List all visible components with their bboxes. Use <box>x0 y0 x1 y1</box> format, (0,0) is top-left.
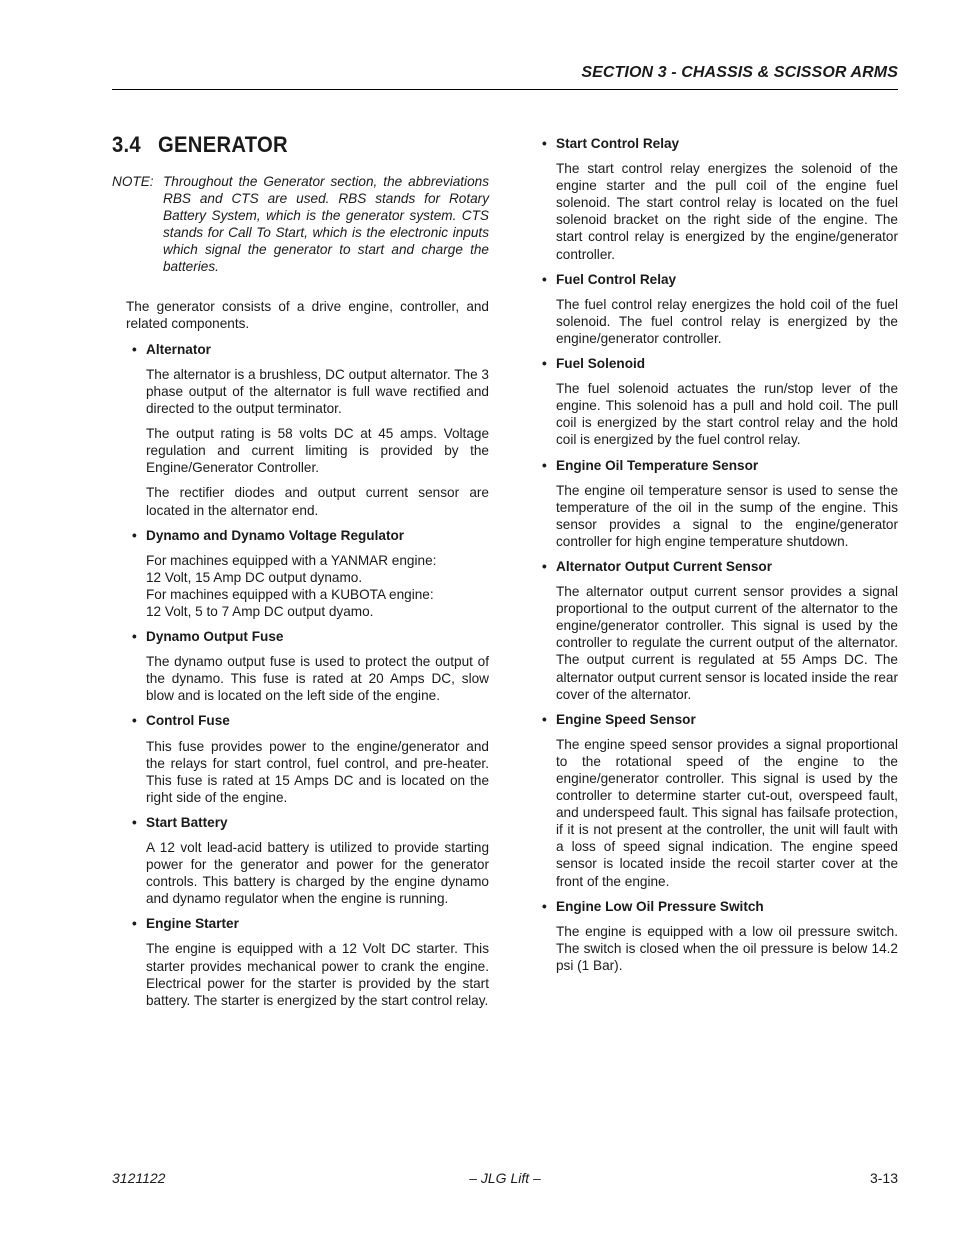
component-heading: • Engine Low Oil Pressure Switch <box>544 898 898 915</box>
component-item <box>544 711 898 890</box>
component-heading: • Control Fuse <box>134 712 489 729</box>
spec-line: For machines equipped with a YANMAR engine: <box>146 552 437 568</box>
component-heading: • Engine Starter <box>134 915 489 932</box>
right-item-list <box>544 135 898 974</box>
component-description: The fuel control relay energizes the hold coil of the fuel solenoid. The fuel control relay is energized by the engine/generator controller. <box>556 296 898 346</box>
component-description: The engine speed sensor provides a signal proportional to the rotational speed of the engine to the engine/generator controller. This signal is used by the controller to determine starter cut-out, overspeed fault, and underspeed fault. This signal has failsafe protection, if it is not present at the controller, the unit will fault with a loss of speed signal indication. The engine speed sensor is located inside the recoil starter cover at the front of the engine. <box>556 736 898 889</box>
section-title <box>112 132 459 158</box>
component-heading: • Dynamo Output Fuse <box>134 628 489 645</box>
header-rule <box>112 89 898 90</box>
component-heading: • Fuel Control Relay <box>544 271 898 288</box>
component-description: This fuse provides power to the engine/generator and the relays for start control, fuel control, and pre-heater. This fuse is rated at 15 Amps DC and is located on the right side of the engine. <box>146 738 489 805</box>
document-number: 3121122 <box>112 1170 166 1186</box>
component-heading: • Alternator <box>134 341 489 358</box>
component-description: The engine is equipped with a 12 Volt DC starter. This starter provides mechanical power to crank the engine. Electrical power for the starter is provided by the start battery. The starter is energized by the start control relay. <box>146 941 489 1008</box>
component-spec-lines <box>146 552 489 620</box>
section-number: 3.4 <box>112 132 141 157</box>
note-block <box>112 173 489 276</box>
left-column <box>112 132 489 1017</box>
component-item <box>134 527 489 620</box>
component-item <box>544 457 898 550</box>
component-description: The alternator is a brushless, DC output alternator. The 3 phase output of the alternator is full wave rectified and directed to the output terminator. <box>146 366 489 417</box>
component-item <box>544 355 898 448</box>
component-description: The alternator output current sensor provides a signal proportional to the output current of the alternator to the engine/generator controller. This signal is used by the controller to regulate the current output of the alternator. The output current is regulated at 55 Amps DC. The alternator output current sensor is located inside the rear cover of the alternator. <box>556 584 898 702</box>
component-item <box>544 271 898 347</box>
spec-line: 12 Volt, 15 Amp DC output dynamo. <box>146 569 363 585</box>
component-item <box>544 898 898 974</box>
component-heading: • Dynamo and Dynamo Voltage Regulator <box>134 527 489 544</box>
intro-paragraph: The generator consists of a drive engine, controller, and related components. <box>126 298 489 331</box>
component-description: The output rating is 58 volts DC at 45 amps. Voltage regulation and current limiting is provided by the Engine/Generator Controller. <box>146 426 489 476</box>
component-item <box>134 628 489 704</box>
component-description: The engine is equipped with a low oil pressure switch. The switch is closed when the oil pressure is below 14.2 psi (1 Bar). <box>556 923 898 973</box>
component-heading: • Alternator Output Current Sensor <box>544 558 898 575</box>
page-number: 3-13 <box>869 1170 898 1186</box>
note-label: NOTE: <box>112 174 154 189</box>
component-description: The rectifier diodes and output current sensor are located in the alternator end. <box>146 485 489 518</box>
component-heading: • Start Battery <box>134 814 489 831</box>
section-title-text: GENERATOR <box>158 132 288 157</box>
component-item <box>134 341 489 519</box>
spec-line: For machines equipped with a KUBOTA engine: <box>146 586 434 602</box>
component-heading: • Fuel Solenoid <box>544 355 898 372</box>
left-item-list <box>112 341 489 1009</box>
component-item <box>134 712 489 805</box>
footer-publisher: – JLG Lift – <box>469 1170 541 1186</box>
component-item <box>544 135 898 263</box>
right-column <box>544 135 898 982</box>
component-description: The dynamo output fuse is used to protect the output of the dynamo. This fuse is rated at 20 Amps DC, slow blow and is located on the left side of the engine. <box>146 654 489 704</box>
component-heading: • Engine Oil Temperature Sensor <box>544 457 898 474</box>
component-description: The fuel solenoid actuates the run/stop lever of the engine. This solenoid has a pull and hold coil. The pull coil is energized by the start control relay and the hold coil is energized by the fuel control relay. <box>556 381 898 448</box>
component-item <box>544 558 898 703</box>
component-heading: • Engine Speed Sensor <box>544 711 898 728</box>
component-description: A 12 volt lead-acid battery is utilized to provide starting power for the generator and power for the generator controls. This battery is charged by the engine dynamo and dynamo regulator when the engine is running. <box>146 840 489 907</box>
component-item <box>134 814 489 907</box>
section-header: SECTION 3 - CHASSIS & SCISSOR ARMS <box>581 64 898 81</box>
spec-line: 12 Volt, 5 to 7 Amp DC output dyamo. <box>146 603 374 619</box>
component-heading: • Start Control Relay <box>544 135 898 152</box>
component-item <box>134 915 489 1008</box>
note-text: Throughout the Generator section, the abbreviations RBS and CTS are used. RBS stands for Rotary Battery System, which is the generator system. CTS stands for Call To Start, which is the electronic inputs which signal the generator to start and charge the batteries. <box>163 174 489 275</box>
component-description: The engine oil temperature sensor is used to sense the temperature of the oil in the sump of the engine. This sensor provides a signal to the engine/generator controller for high engine temperature shutdown. <box>556 482 898 549</box>
component-description: The start control relay energizes the solenoid of the engine starter and the pull coil of the engine fuel solenoid. The start control relay is located on the fuel solenoid bracket on the right side of the engine. The start control relay is energized by the engine/generator controller. <box>556 161 898 262</box>
